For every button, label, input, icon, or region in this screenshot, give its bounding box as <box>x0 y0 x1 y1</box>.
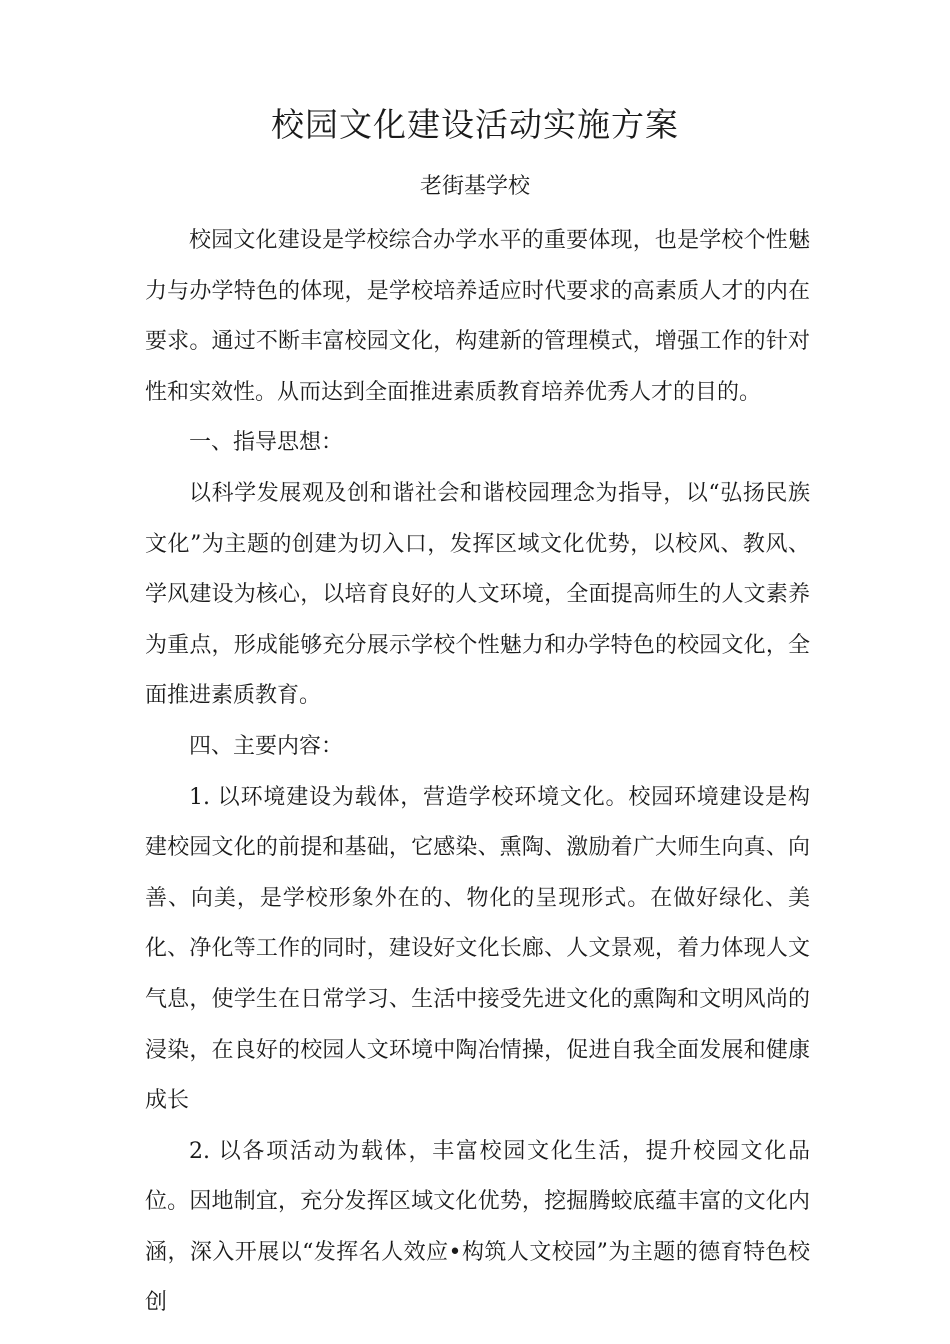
section-heading-main-content: 四、主要内容： <box>189 733 344 759</box>
document-title: 校园文化建设活动实施方案 <box>271 105 679 144</box>
content-item-2-paragraph: 2. 以各项活动为载体，丰富校园文化生活，提升校园文化品位。因地制宜，充分发挥区域文化优势，挖掘腾蛟底蕴丰富的文化内涵，深入开展以“发挥名人效应•构筑人文校园”为主题的德育特色校创 <box>145 1138 810 1316</box>
section-heading-guiding-ideology: 一、指导思想： <box>189 430 344 456</box>
document-author: 老街基学校 <box>419 174 530 199</box>
document-body <box>145 216 810 1329</box>
guiding-ideology-paragraph: 以科学发展观及创和谐社会和谐校园理念为指导，以“弘扬民族文化”为主题的创建为切入口，发挥区域文化优势，以校风、教风、学风建设为核心，以培育良好的人文环境，全面提高师生的人文素养为重点，形成能够充分展示学校个性魅力和办学特色的校园文化，全面推进素质教育。 <box>145 480 810 709</box>
content-item-1-paragraph: 1. 以环境建设为载体，营造学校环境文化。校园环境建设是构建校园文化的前提和基础，它感染、熏陶、激励着广大师生向真、向善、向美，是学校形象外在的、物化的呈现形式。在做好绿化、美化、净化等工作的同时，建设好文化长廊、人文景观，着力体现人文气息，使学生在日常学习、生活中接受先进文化的熏陶和文明风尚的浸染，在良好的校园人文环境中陶冶情操，促进自我全面发展和健康成长 <box>145 784 810 1114</box>
intro-paragraph: 校园文化建设是学校综合办学水平的重要体现，也是学校个性魅力与办学特色的体现，是学校培养适应时代要求的高素质人才的内在要求。通过不断丰富校园文化，构建新的管理模式，增强工作的针对性和实效性。从而达到全面推进素质教育培养优秀人才的目的。 <box>145 228 810 405</box>
